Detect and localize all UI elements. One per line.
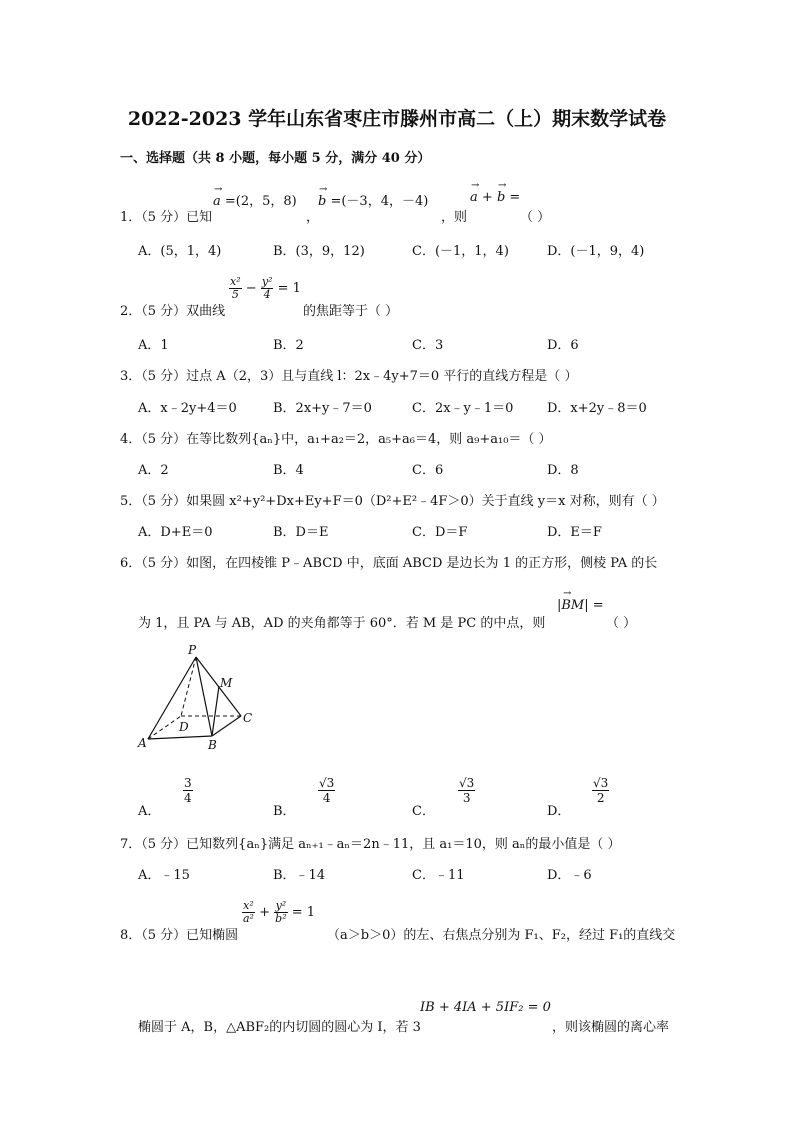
q1-vector-a: → a =(2，5，8) [213,184,297,209]
q6-c-den: 3 [462,791,471,805]
q4-option-c: C．6 [412,463,444,478]
page-title: 2022-2023 学年山东省枣庄市滕州市高二（上）期末数学试卷 [127,108,667,130]
q1-option-b: B．(3，9，12) [273,244,365,259]
q8-frac-y-den: b² [275,912,287,925]
q8-vector-expression: IB + 4IA + 5IF₂ = 0 [420,1000,551,1015]
q1-b-symbol: b [318,194,327,209]
q8-line2-end: ，则该椭圆的离心率 [552,1020,670,1035]
edge-ab [148,736,212,739]
label-a: A [138,736,147,750]
q6-b-num: √3 [319,776,335,790]
q1-sum-b: b [496,190,506,205]
q6-b-den: 4 [322,791,331,805]
q6-option-c-label: C． [412,804,435,819]
q5-option-d: D．E＝F [547,525,602,540]
q2-prefix: 2．（5 分）双曲线 [120,304,226,319]
question-3: 3．（5 分）过点 A（2，3）且与直线 l：2x﹣4y+7＝0 平行的直线方程是（ ） [120,369,578,384]
q7-option-c: C．﹣11 [412,868,465,883]
q5-option-c: C．D＝F [412,525,468,540]
q6-d-num: √3 [593,776,609,790]
q8-line2-start: 椭圆于 A，B，△ABF₂的内切圆的圆心为 I，若 3 [138,1020,421,1035]
label-m: M [220,676,233,690]
label-c: C [243,711,253,725]
q2-option-b: B．2 [273,338,304,353]
q8-frac-x [242,900,255,925]
q7-option-d: D．﹣6 [547,868,592,883]
q6-d-den: 2 [596,791,605,805]
q6-option-a-frac [183,776,193,805]
q6-option-b-label: B． [273,804,296,819]
q1-prefix: 1．（5 分）已知 [120,210,213,225]
q8-frac-x-num: x² [243,899,254,912]
q2-frac-y-den: 4 [263,288,271,301]
q8-equation: $\frac{\text{x²}}{\text{a²}}$ + $\frac{\text{y²}}{\text{b²}}$ = 1 [243,899,316,925]
pyramid-figure [136,643,266,751]
edge-ad [148,716,181,739]
q6-line2: 为 1，且 PA 与 AB，AD 的夹角都等于 60°．若 M 是 PC 的中点，则 [138,616,546,631]
question-1 [120,206,212,225]
q2-option-a: A．1 [138,338,169,353]
q4-option-d: D．8 [547,463,579,478]
q3-option-b: B．2x+y﹣7＝0 [273,401,372,416]
q5-option-a: A．D+E＝0 [138,525,213,540]
q2-option-d: D．6 [547,338,579,353]
q4-option-b: B．4 [273,463,304,478]
q1-sum: → a + → b = [470,180,521,205]
q6-option-b-frac [318,776,335,805]
q6-c-num: √3 [459,776,475,790]
q1-sum-a: a [470,190,478,205]
q2-eq: = 1 [277,281,301,296]
q6-a-den: 4 [184,791,192,805]
edge-pa [148,657,196,739]
q8-eq: = 1 [291,905,316,920]
section-header: 一、选择题（共 8 小题，每小题 5 分，满分 40 分） [120,151,431,166]
q3-option-c: C．2x﹣y﹣1＝0 [412,401,514,416]
q6-line1: 6．（5 分）如图，在四棱锥 P﹣ABCD 中，底面 ABCD 是边长为 1 的正方形，侧棱 PA 的长 [120,556,658,571]
q8-frac-x-den: a² [243,912,254,925]
q1-option-c: C．(－1，1，4) [412,244,509,259]
q5-option-b: B．D＝E [273,525,329,540]
q6-bm: → |BM| = [557,588,604,613]
q3-option-d: D．x+2y﹣8＝0 [547,401,647,416]
q2-option-c: C．3 [412,338,444,353]
q4-option-a: A．2 [138,463,169,478]
q1-then: ，则 [441,210,468,225]
q6-bm-text: |BM| = [557,598,604,613]
question-5: 5．（5 分）如果圆 x²+y²+Dx+Ey+F＝0（D²+E²﹣4F＞0）关于直线 y＝x 对称，则有（ ） [120,494,665,509]
q1-blank: （ ） [520,210,551,225]
q8-prefix: 8．（5 分）已知椭圆 [120,928,239,943]
q6-option-d-frac [592,776,609,805]
q6-option-a-label: A． [138,804,161,819]
q1-option-a: A．(5，1，4) [138,244,222,259]
q2-equation: $\frac{\text{x²}}{5}$ − $\frac{\text{y²}}{4}$ = 1 [230,275,301,301]
q7-option-a: A．﹣15 [138,868,190,883]
q3-option-a: A．x﹣2y+4＝0 [138,401,237,416]
q6-option-c-frac [458,776,475,805]
edge-pd [181,657,196,716]
q1-vector-b: → b =(－3，4，－4) [318,184,429,209]
label-p: P [188,643,197,657]
q1-a-symbol: a [213,194,221,209]
q1-option-d: D．(－1，9，4) [547,244,645,259]
q2-frac-x-num: x² [230,275,241,288]
label-d: D [179,720,189,734]
label-b: B [208,738,217,751]
edge-bc [212,716,241,736]
q2-frac-x-den: 5 [231,288,239,301]
q1-a-value: =(2，5，8) [224,194,297,209]
q7-option-b: B．﹣14 [273,868,326,883]
q8-frac-y-num: y² [275,899,287,912]
q1-comma: ， [306,210,320,225]
q2-suffix: 的焦距等于（ ） [303,304,399,319]
q6-blank: （ ） [606,616,637,631]
q8-frac-y [274,900,287,925]
q2-frac-y [261,276,274,301]
q2-frac-y-num: y² [261,275,273,288]
question-4: 4．（5 分）在等比数列{aₙ}中，a₁+a₂＝2，a₅+a₆＝4，则 a₉+a₁₀＝（ ） [120,432,552,447]
q6-a-num: 3 [184,776,192,790]
segment-bm [212,686,219,736]
q2-frac-x [229,276,242,301]
question-7: 7．（5 分）已知数列{aₙ}满足 aₙ₊₁﹣aₙ＝2n﹣11，且 a₁＝10，则 aₙ的最小值是（ ） [120,837,621,852]
q1-b-value: =(－3，4，－4) [330,194,429,209]
q6-option-d-label: D． [547,804,571,819]
edge-pb [196,657,212,736]
q8-line1-rest: （a＞b＞0）的左、右焦点分别为 F₁、F₂，经过 F₁的直线交 [327,928,676,943]
